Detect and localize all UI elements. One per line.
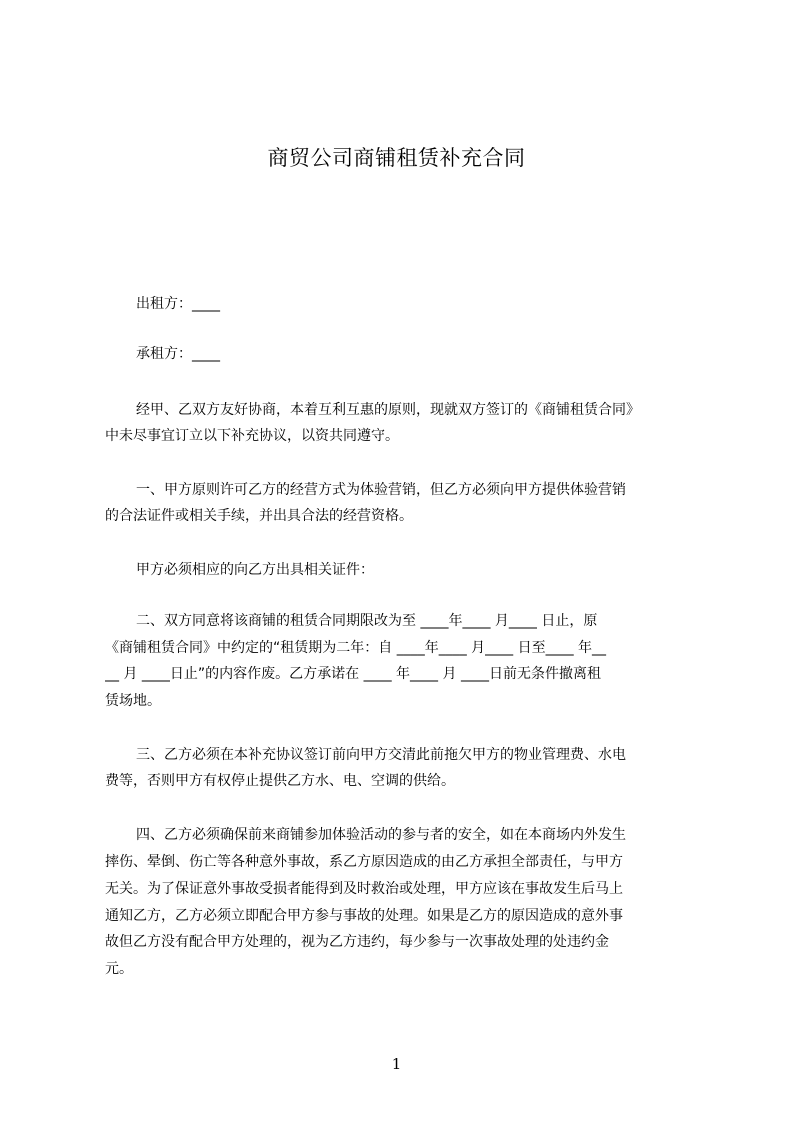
paragraph-line: 费等，否则甲方有权停止提供乙方水、电、空调的供给。 bbox=[105, 773, 455, 789]
paragraph-line: 经甲、乙双方友好协商，本着互利互惠的原则，现就双方签订的《商铺租赁合同》 bbox=[136, 402, 640, 418]
paragraph-line: 通知乙方，乙方必须立即配合甲方参与事故的处理。如果是乙方的原因造成的意外事 bbox=[105, 908, 623, 924]
lessor-line: 出租方：____ bbox=[136, 296, 220, 312]
paragraph-line: 赁场地。 bbox=[105, 693, 161, 709]
paragraph-line: 的合法证件或相关手续，并出具合法的经营资格。 bbox=[105, 508, 413, 524]
paragraph-line: 一、甲方原则许可乙方的经营方式为体验营销，但乙方必须向甲方提供体验营销 bbox=[136, 482, 626, 498]
paragraph-line: 摔伤、晕倒、伤亡等各种意外事故，系乙方原因造成的由乙方承担全部责任，与甲方 bbox=[105, 854, 623, 870]
paragraph-line: 无关。为了保证意外事故受损者能得到及时救治或处理，甲方应该在事故发生后马上 bbox=[105, 881, 623, 897]
paragraph-line: __ 月 ____日止”的内容作废。乙方承诺在 ____ 年____ 月 ____日前无条件撤离租 bbox=[105, 666, 601, 682]
paragraph-line: 《商铺租赁合同》中约定的“租赁期为二年：自 ____年____ 月____ 日至____ 年__ bbox=[105, 640, 607, 656]
paragraph-line: 元。 bbox=[105, 961, 133, 977]
paragraph-line: 三、乙方必须在本补充协议签订前向甲方交清此前拖欠甲方的物业管理费、水电 bbox=[136, 747, 626, 763]
clause-1-note: 甲方必须相应的向乙方出具相关证件： bbox=[136, 562, 374, 578]
document-title: 商贸公司商铺租赁补充合同 bbox=[267, 146, 526, 170]
lessee-line: 承租方：____ bbox=[136, 346, 220, 362]
paragraph-line: 故但乙方没有配合甲方处理的，视为乙方违约，每少参与一次事故处理的处违约金 bbox=[105, 934, 609, 950]
paragraph-line: 二、双方同意将该商铺的租赁合同期限改为至 ____年____ 月____ 日止，原 bbox=[136, 613, 598, 629]
paragraph-line: 中未尽事宜订立以下补充协议，以资共同遵守。 bbox=[105, 428, 399, 444]
paragraph-line: 四、乙方必须确保前来商铺参加体验活动的参与者的安全，如在本商场内外发生 bbox=[136, 827, 626, 843]
page-number: 1 bbox=[391, 1055, 402, 1073]
